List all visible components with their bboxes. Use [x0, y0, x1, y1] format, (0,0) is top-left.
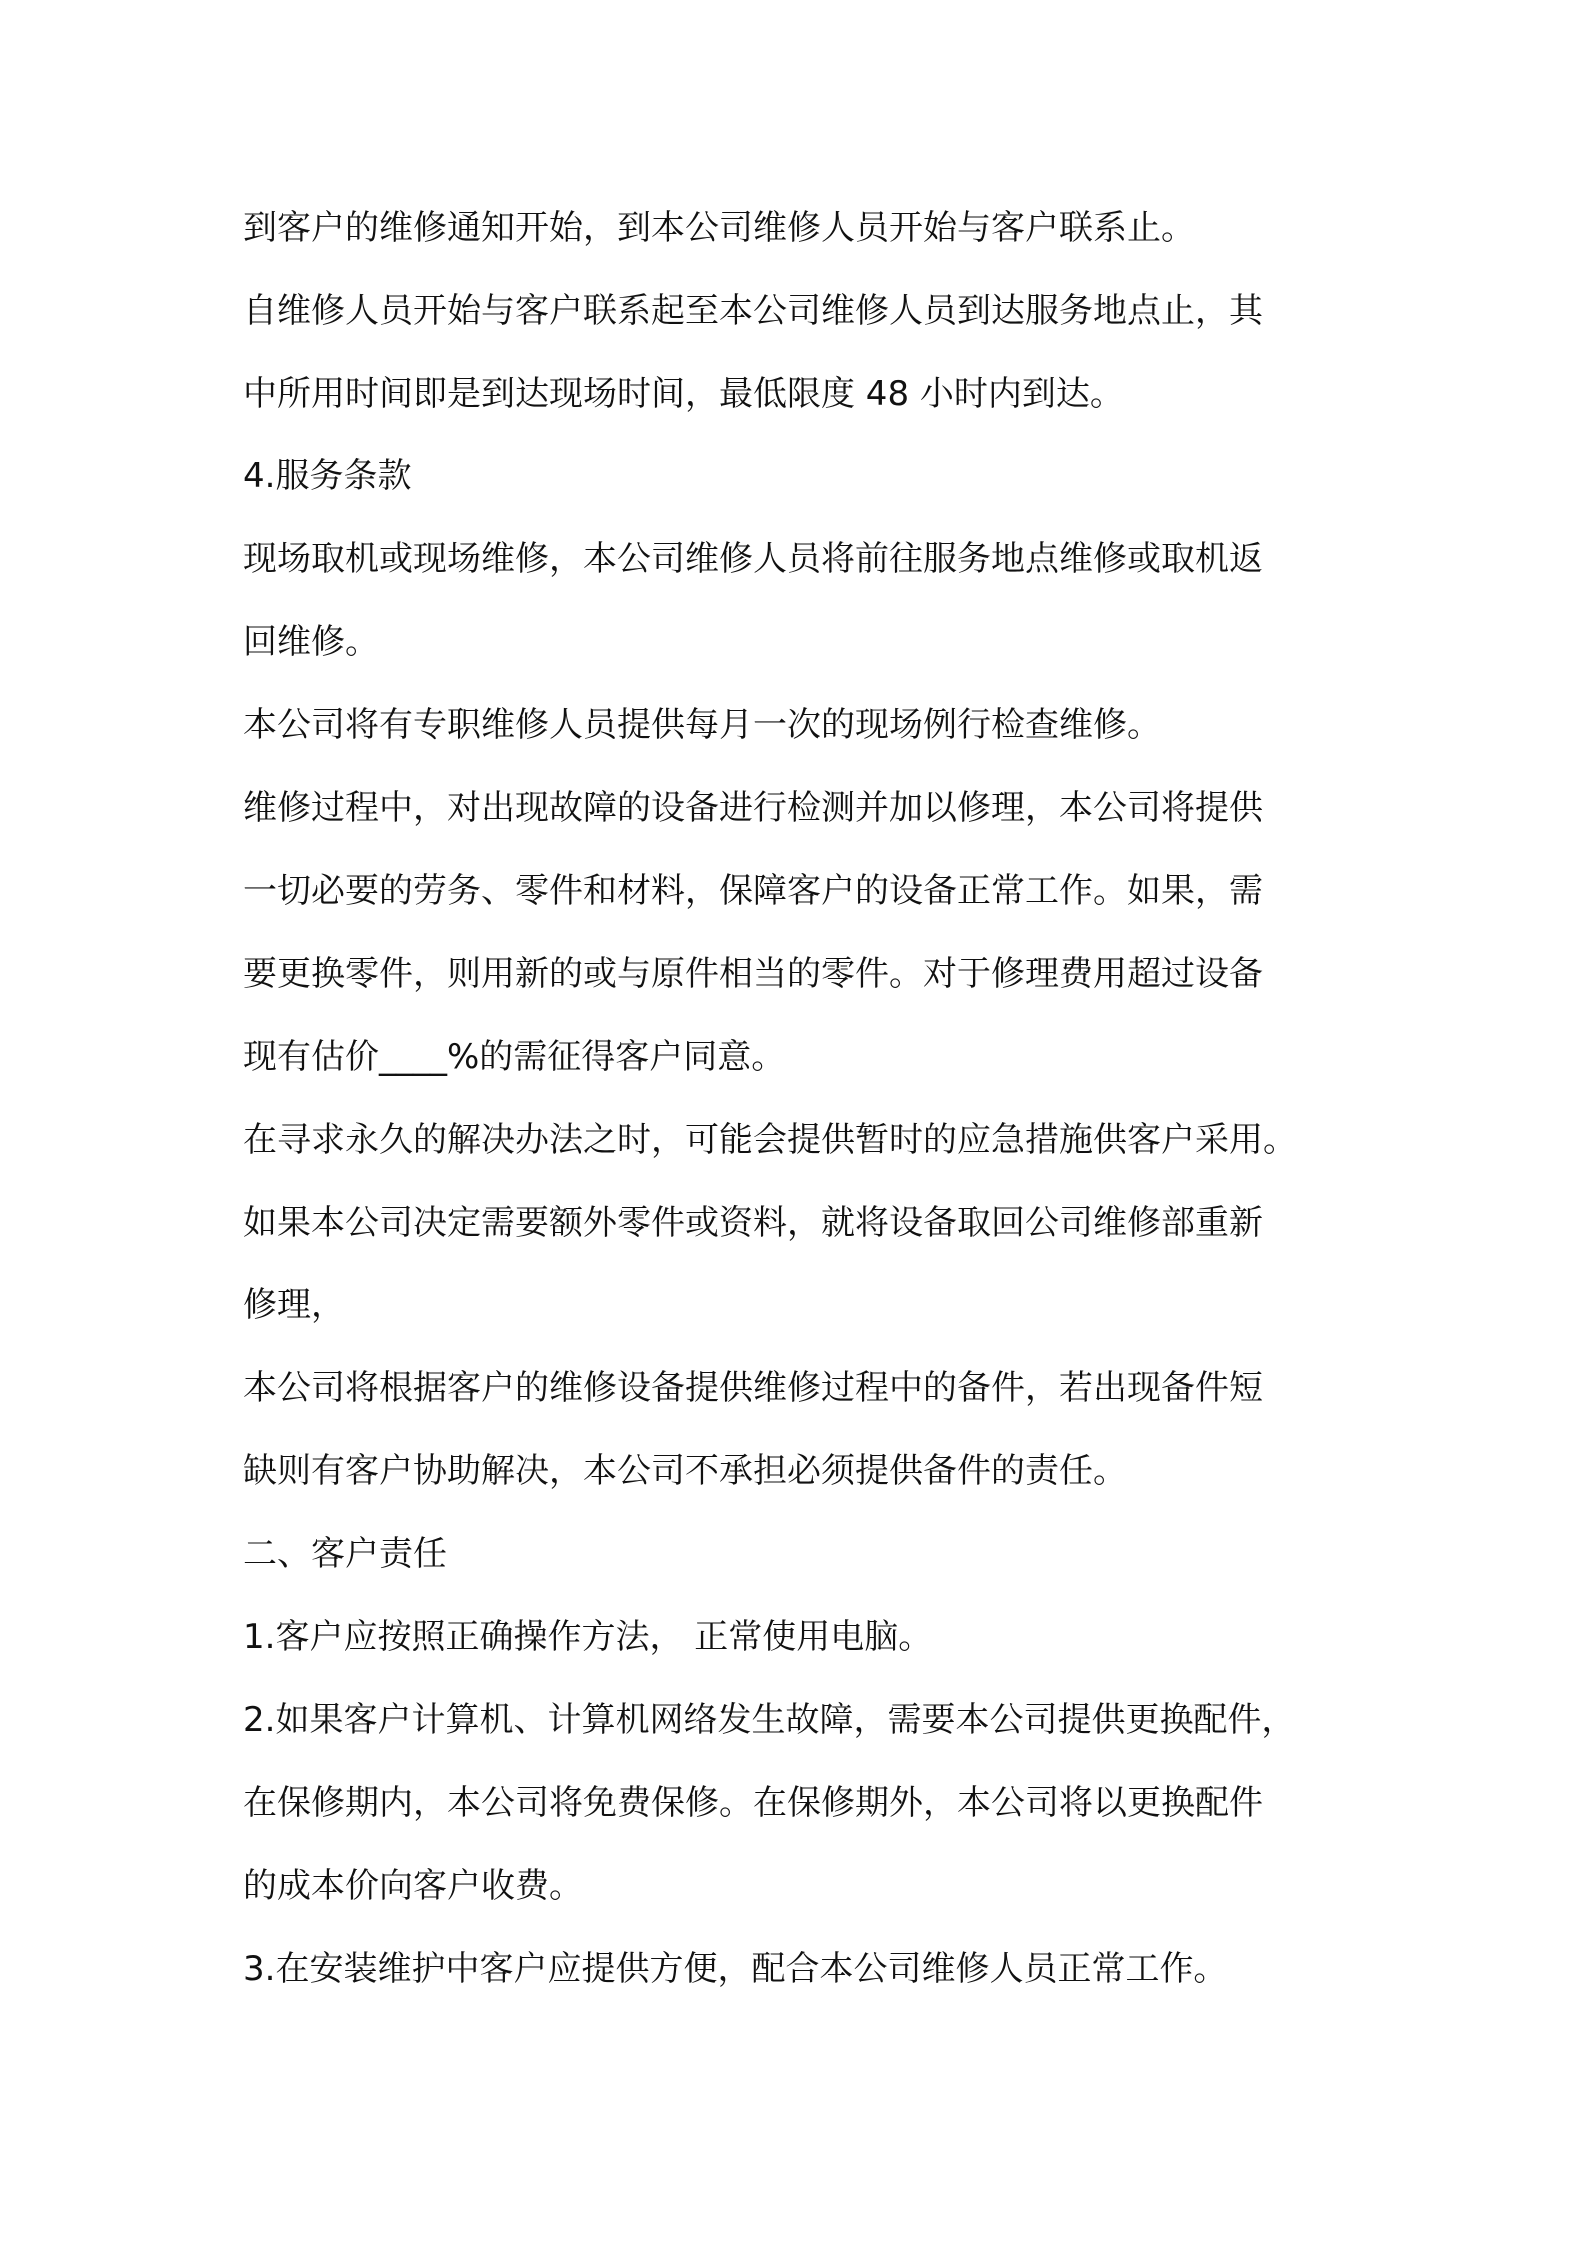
text-line-19: 2.如果客户计算机、计算机网络发生故障，需要本公司提供更换配件， [243, 1700, 1296, 1740]
text-line-10: 要更换零件，则用新的或与原件相当的零件。对于修理费用超过设备 [243, 954, 1263, 994]
text-line-15: 本公司将根据客户的维修设备提供维修过程中的备件，若出现备件短 [243, 1368, 1263, 1408]
section-heading-customer-responsibility: 二、客户责任 [243, 1534, 447, 1574]
text-line-2: 自维修人员开始与客户联系起至本公司维修人员到达服务地点止，其 [243, 291, 1263, 331]
text-line-16: 缺则有客户协助解决，本公司不承担必须提供备件的责任。 [243, 1451, 1127, 1491]
text-line-8: 维修过程中，对出现故障的设备进行检测并加以修理，本公司将提供 [243, 788, 1263, 828]
text-line-13: 如果本公司决定需要额外零件或资料，就将设备取回公司维修部重新 [243, 1203, 1263, 1243]
text-line-12: 在寻求永久的解决办法之时，可能会提供暂时的应急措施供客户采用。 [243, 1120, 1297, 1160]
text-line-11: 现有估价____%的需征得客户同意。 [243, 1037, 786, 1077]
text-line-14: 修理， [243, 1285, 345, 1325]
text-line-7: 本公司将有专职维修人员提供每月一次的现场例行检查维修。 [243, 705, 1161, 745]
text-line-21: 的成本价向客户收费。 [243, 1866, 583, 1906]
text-line-18: 1.客户应按照正确操作方法， 正常使用电脑。 [243, 1617, 933, 1657]
text-line-22: 3.在安装维护中客户应提供方便，配合本公司维修人员正常工作。 [243, 1949, 1228, 1989]
text-line-3: 中所用时间即是到达现场时间，最低限度 48 小时内到达。 [243, 374, 1124, 414]
text-line-1: 到客户的维修通知开始，到本公司维修人员开始与客户联系止。 [243, 208, 1195, 248]
text-line-9: 一切必要的劳务、零件和材料，保障客户的设备正常工作。如果，需 [243, 871, 1263, 911]
section-heading-service-terms: 4.服务条款 [243, 456, 412, 496]
text-line-6: 回维修。 [243, 622, 379, 662]
text-line-20: 在保修期内，本公司将免费保修。在保修期外，本公司将以更换配件 [243, 1783, 1263, 1823]
text-line-5: 现场取机或现场维修，本公司维修人员将前往服务地点维修或取机返 [243, 539, 1263, 579]
